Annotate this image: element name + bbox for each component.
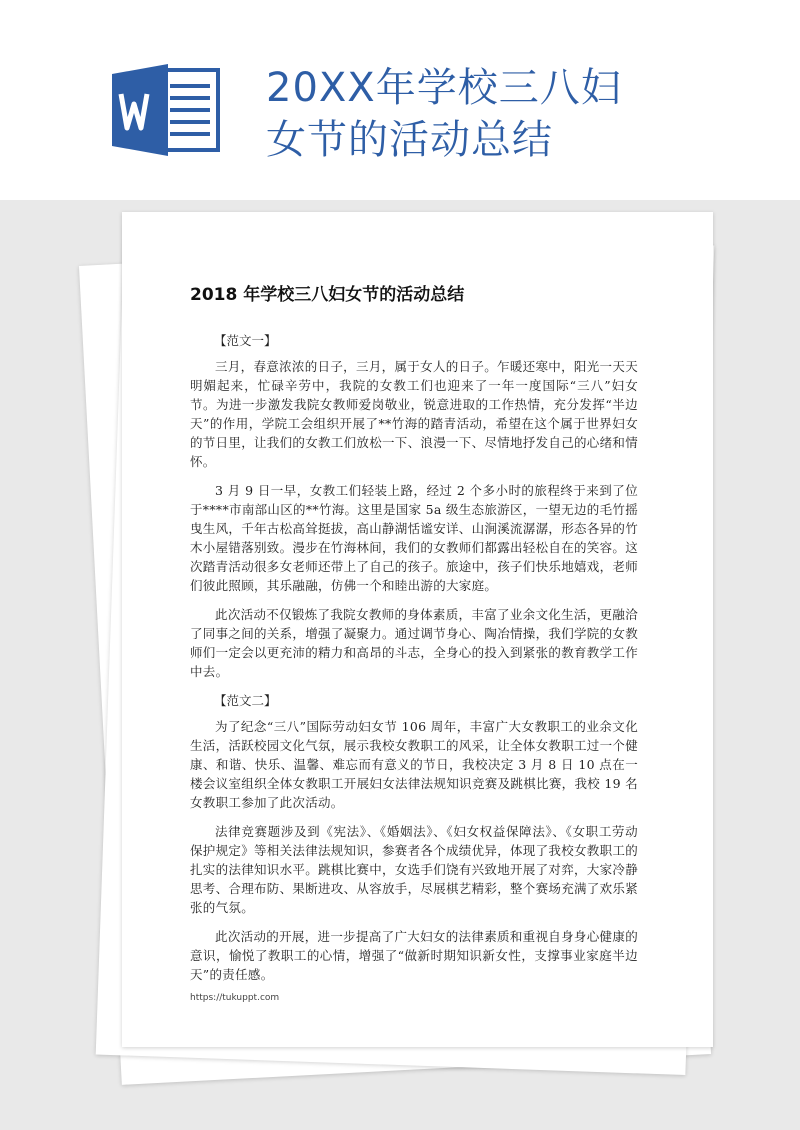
section-label: 【范文一】	[214, 333, 277, 348]
paragraph: 此次活动的开展，进一步提高了广大妇女的法律素质和重视自身身心健康的意识，愉悦了教职工的心情，增强了“做新时期知识新女性，支撑事业家庭半边天”的责任感。	[190, 929, 638, 982]
section-label: 【范文二】	[214, 693, 277, 708]
page-title-line-2: 女节的活动总结	[266, 117, 553, 163]
page-title	[266, 62, 746, 166]
footer-url[interactable]: https://tukuppt.com	[190, 993, 280, 1003]
paragraph: 此次活动不仅锻炼了我院女教师的身体素质，丰富了业余文化生活，更融洽了同事之间的关系，增强了凝聚力。通过调节身心、陶冶情操，我们学院的女教师们一定会以更充沛的精力和高昂的斗志，全身心的投入到紧张的教育教学工作中去。	[190, 607, 639, 679]
paragraph: 法律竞赛题涉及到《宪法》、《婚姻法》、《妇女权益保障法》、《女职工劳动保护规定》等相关法律法规知识，参赛者各个成绩优异，体现了我校女教职工的扎实的法律知识水平。跳棋比赛中，女选手们饶有兴致地开展了对弈，大家冷静思考、合理布防、果断进攻、从容放手，尽展棋艺精彩，整个赛场充满了欢乐紧张的气氛。	[190, 824, 639, 915]
word-document-icon	[110, 60, 222, 160]
header-banner	[0, 0, 800, 200]
paragraph: 为了纪念“三八”国际劳动妇女节 106 周年，丰富广大女教职工的业余文化生活，活跃校园文化气氛，展示我校女教职工的风采，让全体女教职工过一个健康、和谐、快乐、温馨、难忘而有意义的节日，我校决定 3 月 8 日 10 点在一楼会议室组织全体女教职工开展妇女法律法规知识竞赛及跳棋比赛，我校 19 名女教职工参加了此次活动。	[190, 719, 639, 810]
document-body	[190, 280, 638, 994]
paragraph: 三月，春意浓浓的日子，三月，属于女人的日子。乍暖还寒中，阳光一天天明媚起来，忙碌辛劳中，我院的女教工们也迎来了一年一度国际“三八”妇女节。为进一步激发我院女教师爱岗敬业，锐意进取的工作热情，充分发挥“半边天”的作用，学院工会组织开展了**竹海的踏青活动，希望在这个属于世界妇女的节日里，让我们的女教工们放松一下、浪漫一下、尽情地抒发自己的心绪和情怀。	[190, 359, 639, 469]
page-title-line-1: 20XX年学校三八妇	[266, 65, 622, 111]
article-title: 2018 年学校三八妇女节的活动总结	[190, 285, 465, 305]
paragraph: 3 月 9 日一早，女教工们轻装上路，经过 2 个多小时的旅程终于来到了位于****市南部山区的**竹海。这里是国家 5a 级生态旅游区，一望无边的毛竹摇曳生风，千年古松高耸挺拔，高山静湖恬谧安详、山涧溪流潺潺，形态各异的竹木小屋错落别致。漫步在竹海林间，我们的女教师们都露出轻松自在的笑容。这次踏青活动很多女老师还带上了自己的孩子。旅途中，孩子们快乐地嬉戏，老师们彼此照顾，其乐融融，仿佛一个和睦出游的大家庭。	[190, 483, 639, 593]
